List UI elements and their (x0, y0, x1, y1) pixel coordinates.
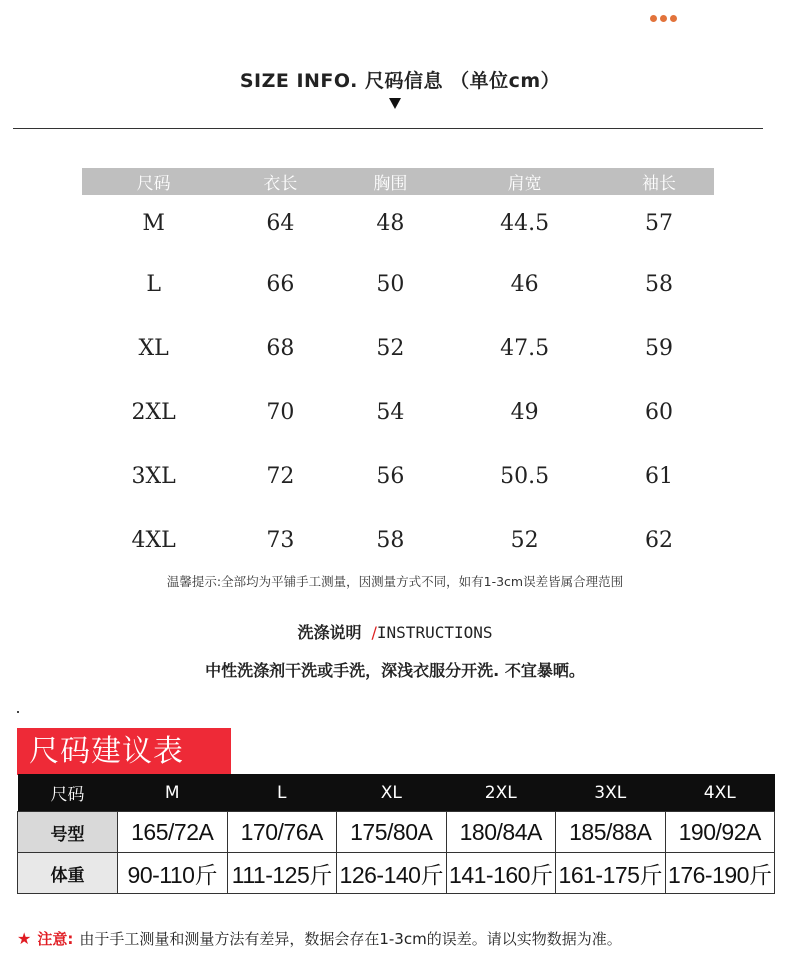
header-cell: 尺码 (82, 168, 225, 195)
washing-title-cn: 洗涤说明 (297, 623, 362, 642)
table-row (82, 316, 714, 380)
size-table (82, 168, 714, 572)
header-cell: M (118, 774, 228, 812)
sleeve-cell: 59 (644, 335, 673, 361)
chest-cell: 54 (376, 399, 405, 425)
more-dots-icon[interactable] (650, 12, 680, 24)
length-cell: 72 (266, 463, 295, 489)
shoulder-cell: 47.5 (500, 335, 550, 361)
height-cell: 170/76A (227, 812, 337, 853)
chest-cell: 58 (376, 527, 405, 553)
weight-cell: 141-160斤 (446, 853, 556, 894)
header-cell: 尺码 (18, 774, 118, 812)
size-cell: M (142, 211, 165, 236)
recommend-table (17, 774, 775, 894)
dot (650, 15, 657, 22)
washing-slash: / (371, 623, 377, 642)
row-label: 号型 (18, 812, 118, 853)
header-cell: XL (337, 774, 447, 812)
size-cell: 3XL (131, 463, 176, 489)
measure-note: 温馨提示:全部均为平铺手工测量，因测量方式不同，如有1-3cm误差皆属合理范围 (166, 574, 624, 589)
washing-title (0, 620, 790, 643)
footer-label: 注意: (37, 930, 74, 948)
header-cell: 胸围 (335, 168, 445, 195)
table-row (82, 508, 714, 572)
header-cell: 肩宽 (445, 168, 604, 195)
down-triangle-icon (389, 98, 401, 109)
table-row (82, 252, 714, 316)
table-row (18, 812, 775, 853)
weight-cell: 126-140斤 (337, 853, 447, 894)
height-cell: 185/88A (556, 812, 666, 853)
sleeve-cell: 62 (644, 527, 673, 553)
length-cell: 66 (266, 271, 295, 297)
washing-title-en: INSTRUCTIONS (376, 623, 493, 642)
height-cell: 175/80A (337, 812, 447, 853)
divider (13, 128, 763, 129)
footer-note (17, 928, 622, 949)
page-title: SIZE INFO. 尺码信息 （单位cm） (239, 70, 561, 92)
weight-cell: 111-125斤 (227, 853, 337, 894)
washing-text: 中性洗涤剂干洗或手洗，深浅衣服分开洗. 不宜暴晒。 (205, 661, 585, 680)
height-cell: 180/84A (446, 812, 556, 853)
row-label: 体重 (18, 853, 118, 894)
header-cell: 衣长 (225, 168, 335, 195)
size-cell: 4XL (131, 527, 176, 553)
weight-cell: 90-110斤 (118, 853, 228, 894)
header-cell: 袖长 (604, 168, 714, 195)
dot (660, 15, 667, 22)
shoulder-cell: 44.5 (500, 211, 550, 236)
weight-cell: 161-175斤 (556, 853, 666, 894)
size-cell: L (146, 271, 161, 297)
sleeve-cell: 57 (644, 211, 673, 236)
dot (670, 15, 677, 22)
recommend-header (18, 774, 775, 812)
size-cell: XL (138, 335, 169, 361)
star-icon: ★ (17, 929, 32, 948)
size-cell: 2XL (131, 399, 176, 425)
height-cell: 190/92A (665, 812, 775, 853)
length-cell: 64 (266, 211, 295, 236)
sleeve-cell: 60 (644, 399, 673, 425)
chest-cell: 56 (376, 463, 405, 489)
size-table-header (82, 168, 714, 195)
header-cell: L (227, 774, 337, 812)
length-cell: 70 (266, 399, 295, 425)
chest-cell: 50 (376, 271, 405, 297)
table-row (82, 380, 714, 444)
table-row (18, 853, 775, 894)
chest-cell: 48 (376, 211, 405, 236)
length-cell: 73 (266, 527, 295, 553)
shoulder-cell: 52 (510, 527, 539, 553)
shoulder-cell: 46 (510, 271, 539, 297)
header-cell: 4XL (665, 774, 775, 812)
height-cell: 165/72A (118, 812, 228, 853)
recommend-banner: 尺码建议表 (17, 728, 231, 775)
weight-cell: 176-190斤 (665, 853, 775, 894)
shoulder-cell: 49 (510, 399, 539, 425)
stray-dot (17, 711, 19, 713)
header-cell: 3XL (556, 774, 666, 812)
footer-text: 由于手工测量和测量方法有差异，数据会存在1-3cm的误差。请以实物数据为准。 (79, 930, 622, 948)
length-cell: 68 (266, 335, 295, 361)
shoulder-cell: 50.5 (500, 463, 550, 489)
sleeve-cell: 61 (644, 463, 673, 489)
table-row (82, 444, 714, 508)
sleeve-cell: 58 (644, 271, 673, 297)
chest-cell: 52 (376, 335, 405, 361)
table-row (82, 195, 714, 252)
header-cell: 2XL (446, 774, 556, 812)
